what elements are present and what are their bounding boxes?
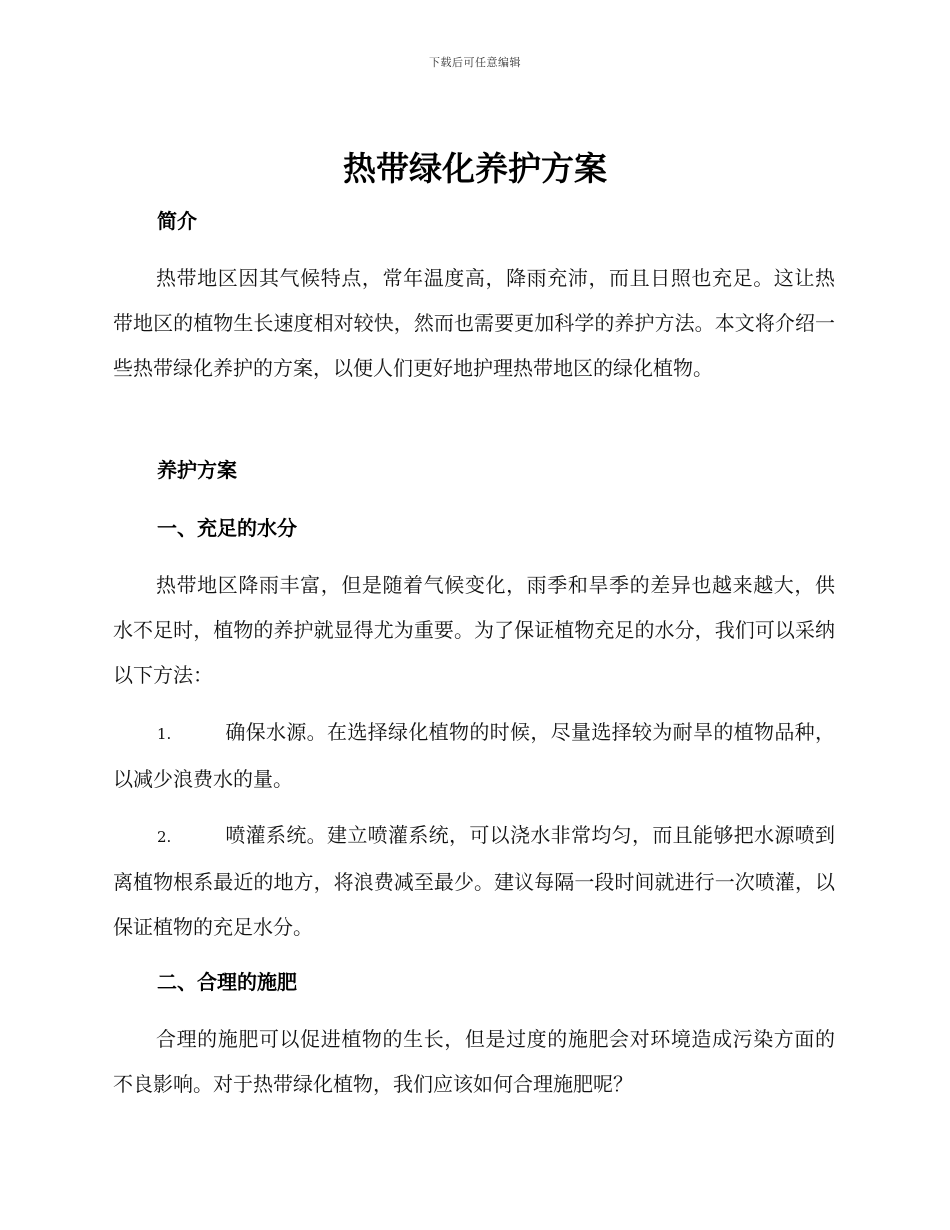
header-note: 下载后可任意编辑 — [429, 56, 521, 69]
list-item-number: 2. — [157, 828, 172, 846]
fertilizer-paragraph: 合理的施肥可以促进植物的生长，但是过度的施肥会对环境造成污染方面的不良影响。对于热带绿化植物，我们应该如何合理施肥呢？ — [113, 1027, 835, 1096]
intro-paragraph: 热带地区因其气候特点，常年温度高，降雨充沛，而且日照也充足。这让热带地区的植物生长速度相对较快，然而也需要更加科学的养护方法。本文将介绍一些热带绿化养护的方案，以便人们更好地护理热带地区的绿化植物。 — [113, 266, 835, 380]
list-item — [113, 710, 835, 802]
water-heading: 一、充足的水分 — [157, 516, 297, 540]
fertilizer-heading: 二、合理的施肥 — [157, 970, 297, 994]
document-title: 热带绿化养护方案 — [343, 149, 607, 188]
list-item-number: 1. — [157, 725, 172, 743]
plan-heading: 养护方案 — [157, 458, 237, 482]
list-item-text: 确保水源。在选择绿化植物的时候，尽量选择较为耐旱的植物品种，以减少浪费水的量。 — [113, 720, 835, 791]
water-paragraph: 热带地区降雨丰富，但是随着气候变化，雨季和旱季的差异也越来越大，供水不足时，植物的养护就显得尤为重要。为了保证植物充足的水分，我们可以采纳以下方法： — [113, 573, 835, 687]
intro-heading: 简介 — [157, 209, 197, 233]
list-item-text: 喷灌系统。建立喷灌系统，可以浇水非常均匀，而且能够把水源喷到离植物根系最近的地方，将浪费减至最少。建议每隔一段时间就进行一次喷灌，以保证植物的充足水分。 — [113, 823, 835, 939]
list-item — [113, 813, 835, 950]
